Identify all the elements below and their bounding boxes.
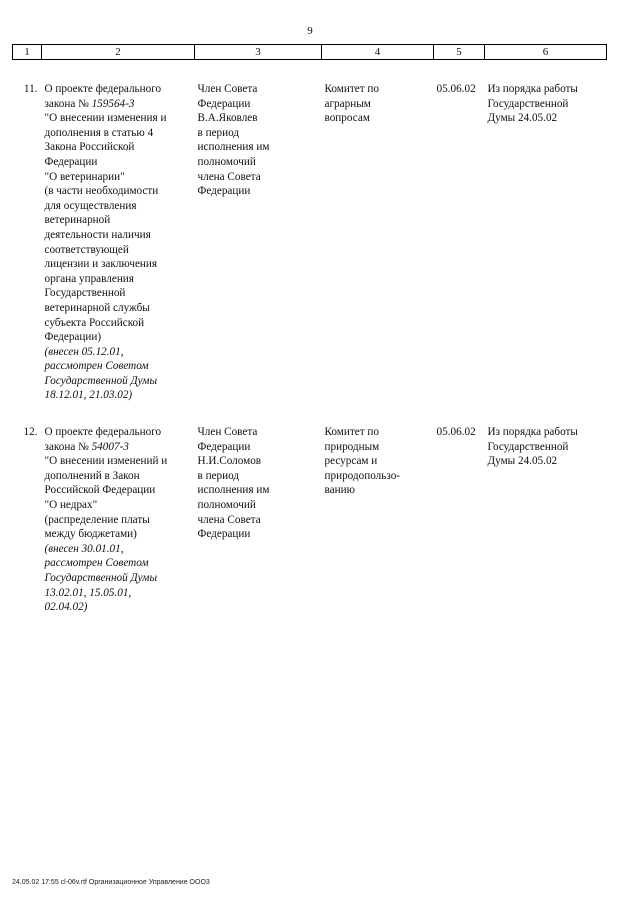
bill-title-cell: [42, 403, 195, 615]
bill-title-line: для осуществления: [44, 199, 137, 212]
column-header: 1: [13, 45, 42, 60]
bill-title-line: деятельности наличия: [44, 228, 151, 241]
initiator-line: исполнения им: [197, 484, 270, 497]
initiator-line: полномочий: [197, 155, 256, 168]
bill-note-line: (внесен 05.12.01,: [44, 345, 124, 358]
bill-title-line: "О недрах": [44, 499, 98, 512]
initiator-line: члена Совета: [197, 513, 261, 526]
bill-note-line: (внесен 30.01.01,: [44, 542, 124, 555]
bill-title-line: дополнений в Закон: [44, 469, 140, 482]
bill-title-line: (в части необходимости: [44, 185, 159, 198]
bill-title-line: ветеринарной службы: [44, 301, 150, 314]
bill-title-line: Закона Российской: [44, 141, 135, 154]
initiator-line: в период: [197, 469, 240, 482]
column-header: 3: [195, 45, 322, 60]
source-cell: [485, 60, 607, 404]
bill-title-line: Государственной: [44, 287, 126, 300]
row-number: 11.: [23, 83, 38, 95]
bill-note-line: рассмотрен Советом: [44, 360, 149, 373]
bill-title-line: субъекта Российской: [44, 316, 145, 329]
table-row: [13, 60, 607, 404]
initiator-line: Федерации: [197, 528, 251, 541]
source-line: Думы 24.05.02: [487, 112, 558, 125]
initiator-line: В.А.Яковлев: [197, 112, 258, 125]
bill-title-line: Российской Федерации: [44, 484, 156, 497]
bill-number-prefix: закона №: [44, 97, 92, 110]
initiator-line: Член Совета: [197, 83, 258, 95]
initiator-cell: [195, 403, 322, 615]
committee-line: природопользо-: [324, 469, 401, 482]
bill-note-line: 13.02.01, 15.05.01,: [44, 586, 132, 599]
initiator-line: члена Совета: [197, 170, 261, 183]
bill-title-line: лицензии и заключения: [44, 258, 158, 271]
bill-number: 54007-3: [91, 440, 129, 453]
committee-line: Комитет по: [324, 83, 379, 95]
table-row: [13, 403, 607, 615]
source-line: Из порядка работы: [487, 426, 578, 439]
source-line: Думы 24.05.02: [487, 455, 558, 468]
bill-number: 159564-3: [91, 97, 135, 110]
source-cell: [485, 403, 607, 615]
initiator-line: в период: [197, 126, 240, 139]
committee-line: ванию: [324, 484, 355, 497]
source-line: Из порядка работы: [487, 83, 578, 95]
bill-number-line: [45, 97, 193, 112]
bill-note-line: 18.12.01, 21.03.02): [44, 389, 133, 402]
bill-note-line: рассмотрен Советом: [44, 557, 149, 570]
bill-title-line: соответствующей: [44, 243, 129, 256]
bill-title-line: (распределение платы: [44, 513, 150, 526]
row-number: 12.: [23, 426, 38, 439]
bill-note-line: Государственной Думы: [44, 572, 158, 584]
date-cell: 05.06.02: [436, 83, 476, 95]
initiator-line: Н.И.Соломов: [197, 455, 262, 468]
column-header: 6: [485, 45, 607, 60]
page-number: 9: [307, 25, 313, 37]
column-header: 4: [322, 45, 434, 60]
bill-title-line: между бюджетами): [44, 528, 137, 541]
document-footer: 24.05.02 17:55 cl-06v.rtf Организационное Управление ООО3: [12, 879, 210, 886]
bill-note-line: 02.04.02): [44, 601, 88, 614]
bill-title-line: дополнения в статью 4: [44, 126, 154, 139]
initiator-line: Федерации: [197, 440, 251, 453]
table-header-row: [13, 45, 607, 60]
initiator-line: Член Совета: [197, 426, 258, 439]
committee-line: ресурсам и: [324, 455, 378, 468]
bill-title-line: "О внесении изменения и: [44, 112, 167, 125]
bill-title-line: "О ветеринарии": [44, 170, 125, 183]
table-body: [13, 60, 607, 615]
initiator-line: Федерации: [197, 97, 251, 110]
bill-number-line: [45, 440, 193, 455]
bill-title-line: Федерации): [44, 331, 102, 344]
initiator-line: Федерации: [197, 185, 251, 198]
bill-title-line: О проекте федерального: [44, 426, 162, 439]
source-line: Государственной: [487, 97, 569, 110]
committee-cell: [322, 60, 434, 404]
committee-line: природным: [324, 440, 380, 453]
column-header: 5: [434, 45, 485, 60]
date-cell: 05.06.02: [436, 426, 476, 439]
agenda-table: [12, 44, 607, 615]
committee-line: аграрным: [324, 97, 371, 110]
bill-note-line: Государственной Думы: [44, 374, 158, 387]
bill-title-line: Федерации: [44, 155, 98, 168]
initiator-line: исполнения им: [197, 141, 270, 154]
bill-title-line: органа управления: [44, 272, 134, 285]
initiator-cell: [195, 60, 322, 404]
initiator-line: полномочий: [197, 499, 256, 512]
committee-cell: [322, 403, 434, 615]
bill-number-prefix: закона №: [44, 440, 92, 453]
committee-line: вопросам: [324, 112, 370, 125]
bill-title-cell: [42, 60, 195, 404]
bill-title-line: ветеринарной: [44, 214, 111, 227]
column-header: 2: [42, 45, 195, 60]
bill-title-line: "О внесении изменений и: [44, 455, 168, 468]
source-line: Государственной: [487, 440, 569, 453]
bill-title-line: О проекте федерального: [44, 83, 162, 95]
committee-line: Комитет по: [324, 426, 379, 439]
